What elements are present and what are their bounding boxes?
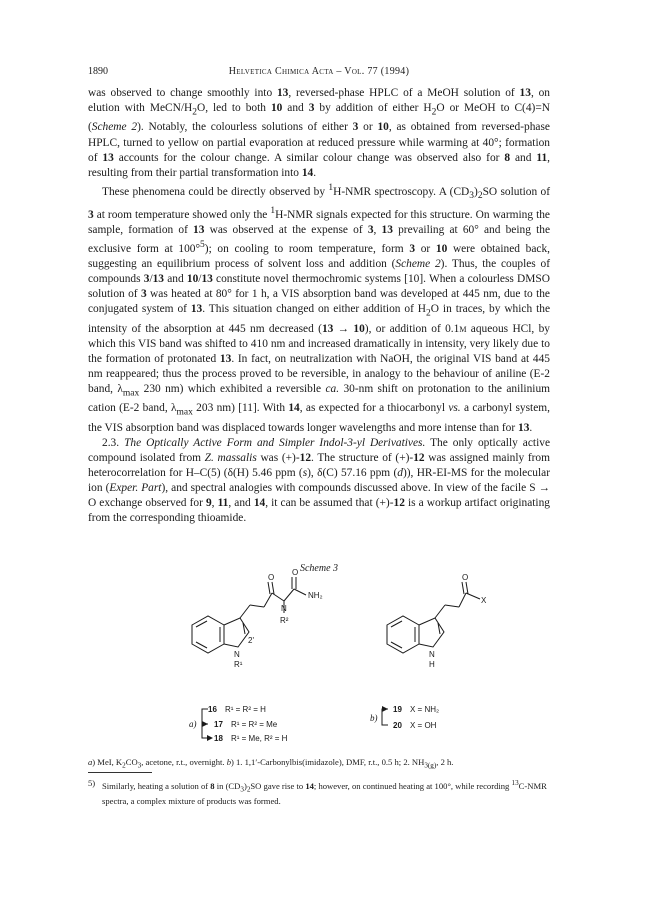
- label-h: H: [429, 660, 435, 669]
- compound-20-num: 20: [393, 721, 402, 730]
- label-o1: O: [268, 573, 275, 582]
- compound-19-num: 19: [393, 705, 402, 714]
- label-o-right: O: [462, 573, 469, 582]
- scheme-caption: a) MeI, $K_2CO_3$, acetone, r.t., overnight. b) 1. 1,1′-Carbonylbis(imidazole), DMF, r.t., 0.5 h; 2. $NH_{3(g)}$, 2 h.: [88, 757, 454, 770]
- left-benzene-ring: [192, 616, 224, 653]
- compound-18-text: R¹ = Me, R² = H: [231, 734, 288, 743]
- footnote-text: Similarly, heating a solution of 8 in $(CD_3)_2SO$ gave rise to 14; however, on continued heating at 100°, while recording $^{13}$C-NMR spectra, a complex mixture of products was formed.: [102, 779, 547, 806]
- footnote: [88, 778, 558, 807]
- arrow-label-b: b): [370, 713, 378, 723]
- label-c2: 2': [248, 636, 254, 645]
- label-nh2: NH₂: [308, 591, 323, 600]
- arrow-label-a: a): [189, 719, 197, 729]
- page-number: 1890: [88, 66, 108, 77]
- label-n-indole-left: N: [234, 650, 240, 659]
- right-pyrrole-ring: [419, 618, 444, 647]
- label-x: X: [481, 596, 487, 605]
- compound-20-text: X = OH: [410, 721, 437, 730]
- left-pyrrole-ring: [224, 618, 249, 647]
- compound-16-text: R¹ = R² = H: [225, 705, 266, 714]
- right-benzene-ring: [387, 616, 419, 653]
- label-o2: O: [292, 568, 299, 577]
- label-r1: R¹: [234, 660, 243, 669]
- label-r2: R²: [280, 616, 289, 625]
- journal-title: Helvetica Chimica Acta – Vol. 77 (1994): [228, 66, 410, 77]
- compound-17-num: 17: [214, 720, 223, 729]
- paragraph-2: These phenomena could be directly observed by $^1$H-NMR spectroscopy. A $(CD_3)_2SO$ solution of 3 at room temperature showed only the $^1$H-NMR signals expected for this structure. On warming the sample, formation of 13 was observed at the expense of 3, 13 prevailing at 60° and being the exclusive form at 100°$^5$); on cooling to room temperature, form 3 or 10 were obtained back, suggesting an equilibrium process of solvent loss and addition (Scheme 2). Thus, the couples of compounds 3/13 and 10/13 constitute novel thermochromic systems [10]. When a colourless DMSO solution of 3 was heated at 80° for 1 h, a VIS absorption band was developed at 445 nm, due to the conjugated system of 13. This situation changed on either addition of $H_2O$ in traces, by which the intensity of the absorption at 445 nm decreased (13 → 10), or addition of 0.1m aqueous HCl, by which this VIS band was shifted to 410 nm and increased dramatically in intensity, very likely due to the formation of protonated 13. In fact, on neutralization with NaOH, the original VIS band at 445 nm reappeared; thus the process proved to be reversible, in analogy to the behaviour of aniline (E-2 band, $\lambda_{max}$ 230 nm) which exhibited a reversible ca. 30-nm shift on protonation to the anilinium cation (E-2 band, $\lambda_{max}$ 203 nm) [11]. With 14, as expected for a thiocarbonyl vs. a carbonyl system, the VIS absorption band was displaced towards longer wavelengths and more intense than for 13.: [88, 182, 551, 434]
- scheme-3: [88, 563, 550, 753]
- running-header: [88, 66, 550, 80]
- label-n-indole-right: N: [429, 650, 435, 659]
- label-n-amide: N: [281, 604, 287, 613]
- scheme-title: Scheme 3: [299, 563, 339, 574]
- left-side-chain: [240, 605, 250, 618]
- footnote-rule: [88, 772, 152, 773]
- paragraph-3: 2.3. The Optically Active Form and Simpler Indol-3-yl Derivatives. The only optically active compound isolated from Z. massalis was (+)-12. The structure of (+)-12 was assigned mainly from heterocorrelation for H–C(5) (δ(H) 5.46 ppm (s), δ(C) 57.16 ppm (d)), HR-EI-MS for the molecular ion (Exper. Part), and spectral analogies with compounds discussed above. In view of the facile S → O exchange observed for 9, 11, and 14, it can be assumed that (+)-12 is a workup artifact originating from the corresponding thioamide.: [88, 436, 550, 525]
- paragraph-1: was observed to change smoothly into 13, reversed-phase HPLC of a MeOH solution of 13, on elution with MeCN/$H_2O$, led to both 10 and 3 by addition of either $H_2O$ or MeOH to C(4)=N (Scheme 2). Notably, the colourless solutions of either 3 or 10, as obtained from reversed-phase HPLC, turned to yellow on partial evaporation at reduced pressure while warming at 40°; formation of 13 accounts for the colour change. A similar colour change was observed also for 8 and 11, resulting from their partial transformation into 14.: [88, 87, 550, 179]
- compound-16-num: 16: [208, 705, 217, 714]
- compound-18-num: 18: [214, 734, 223, 743]
- body-text: [88, 86, 550, 526]
- footnote-mark: 5): [88, 778, 96, 788]
- scheme-drawing: [88, 563, 550, 753]
- compound-19-text: X = NH₂: [410, 705, 440, 714]
- compound-17-text: R¹ = R² = Me: [231, 720, 278, 729]
